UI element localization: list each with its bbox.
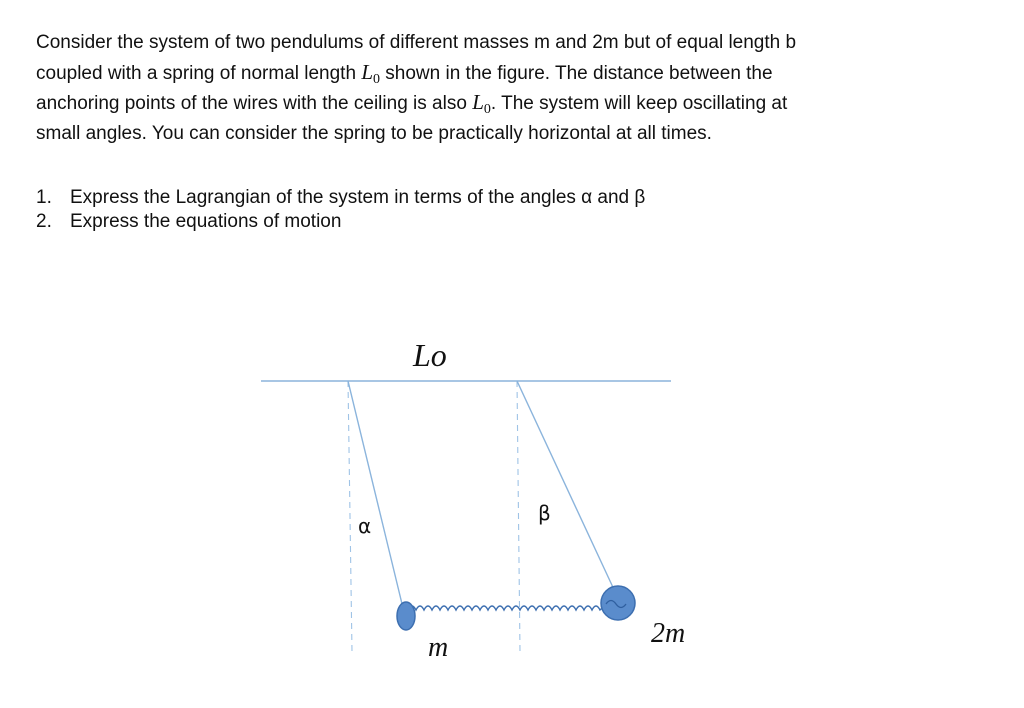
question-number: 1. [36, 187, 52, 208]
angle-alpha-label: α [358, 514, 372, 538]
line-2-start: coupled with a spring of normal length [36, 62, 362, 84]
question-text: Express the equations of motion [70, 211, 342, 232]
spring [408, 604, 606, 610]
mass-m-label: m [428, 632, 449, 663]
line-3-start: anchoring points of the wires with the ceiling is also [36, 93, 473, 114]
line-1: Consider the system of two pendulums of different masses m and 2m but of equal length b [36, 32, 797, 53]
line-2-end: shown in the figure. The distance between the [380, 62, 773, 84]
wire-left [348, 381, 403, 608]
wire-right [517, 381, 617, 596]
symbol-l0: $L_0$ [472, 90, 491, 117]
line-4: small angles. You can consider the spring to be practically horizontal at all times. [36, 122, 712, 144]
symbol-l0: $L_0$ [361, 59, 380, 87]
ceiling-length-label: Lo [413, 337, 447, 373]
line-3-end: . The system will keep oscillating at [490, 93, 788, 114]
mass-2m-label: 2m [651, 618, 686, 649]
question-text: Express the Lagrangian of the system in terms of the angles α and β [70, 187, 646, 208]
question-number: 2. [36, 211, 52, 232]
vertical-reference-left [348, 381, 352, 652]
angle-beta-label: β [538, 501, 551, 525]
mass-bob-left [397, 602, 415, 630]
vertical-reference-right [517, 381, 520, 652]
